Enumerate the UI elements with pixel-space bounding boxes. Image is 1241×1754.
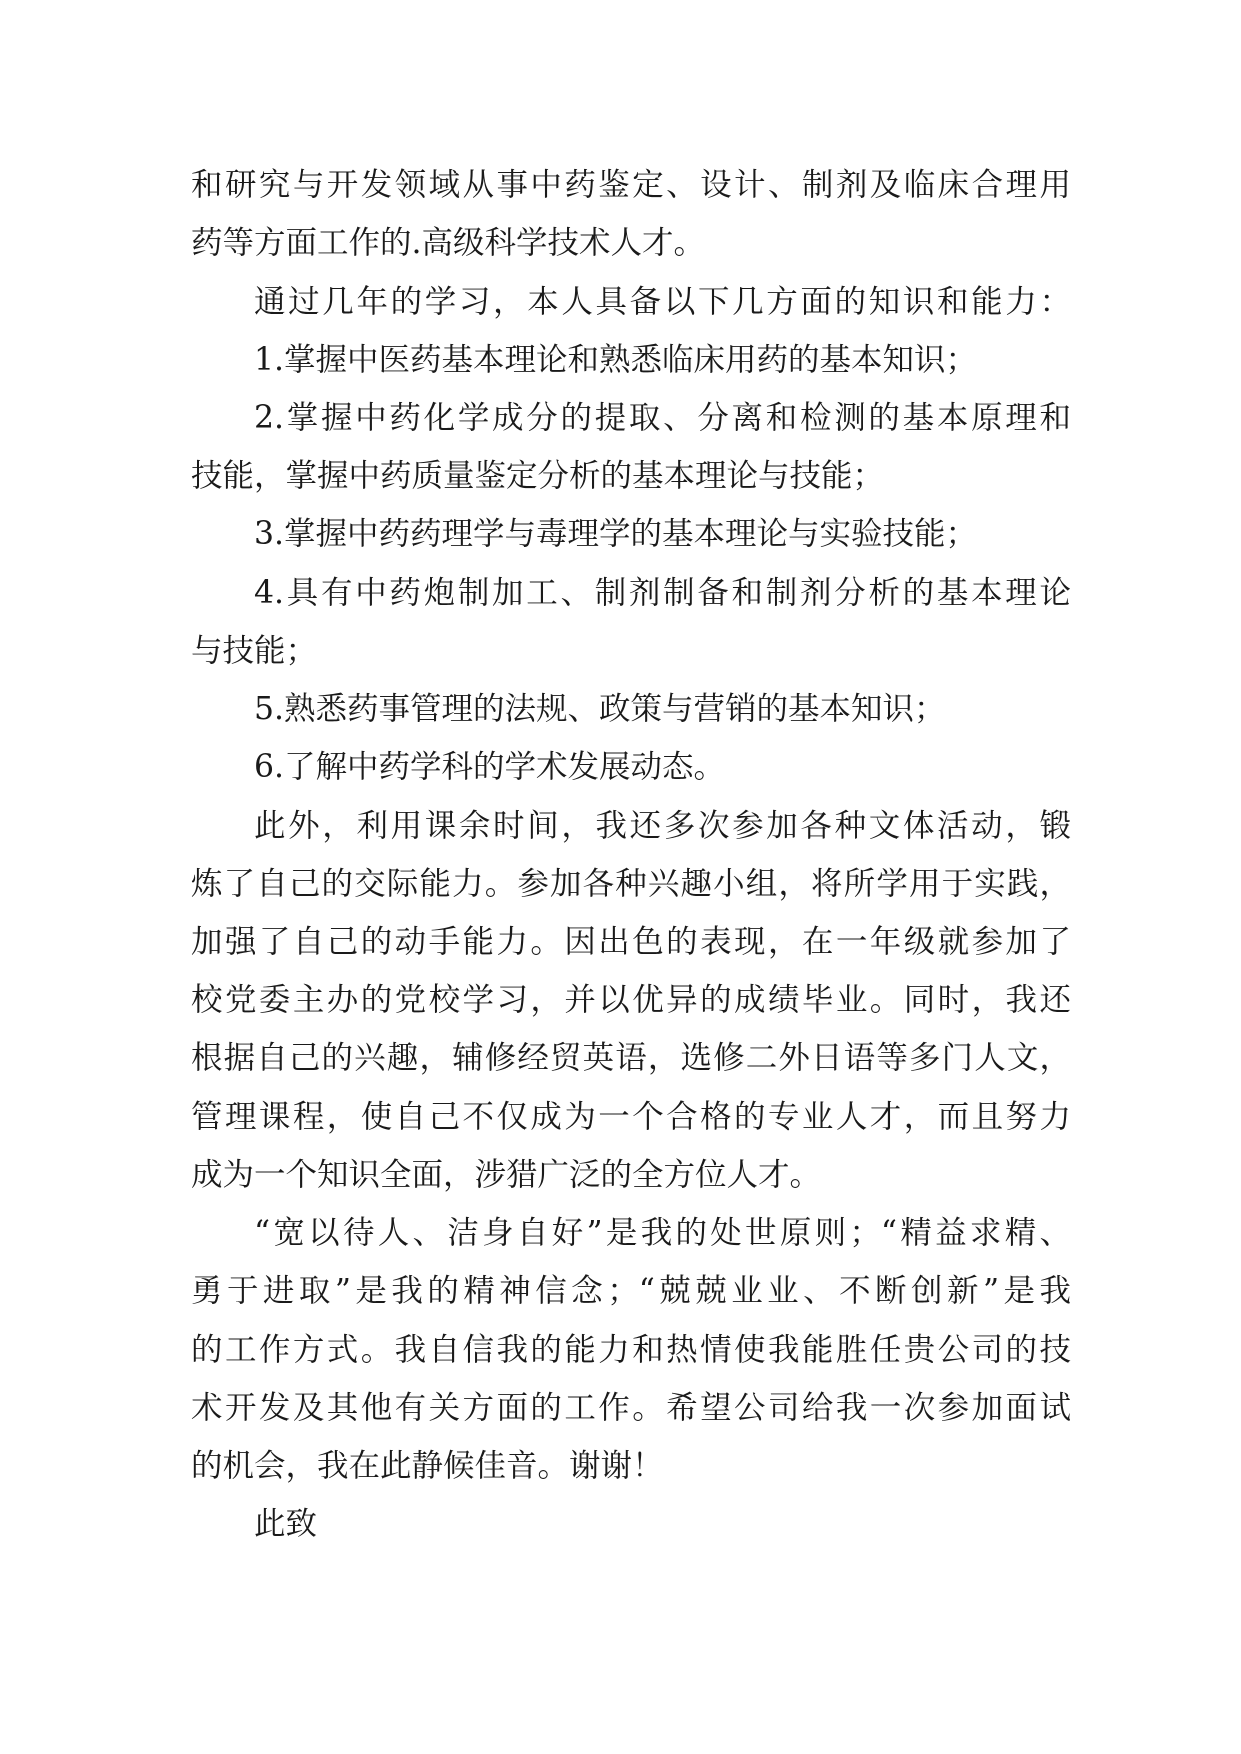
paragraph-line: 成为一个知识全面，涉猎广泛的全方位人才。 [191, 1157, 822, 1193]
paragraph-line: 根据自己的兴趣，辅修经贸英语，选修二外日语等多门人文， [191, 1040, 1071, 1076]
paragraph-line: 勇于进取”是我的精神信念；“兢兢业业、不断创新”是我 [191, 1273, 1071, 1309]
list-item-4-continued: 与技能； [191, 633, 318, 669]
closing-salutation: 此致 [254, 1506, 318, 1542]
paragraph-line: 校党委主办的党校学习，并以优异的成绩毕业。同时，我还 [191, 982, 1071, 1018]
paragraph-line: “宽以待人、洁身自好”是我的处世原则；“精益求精、 [254, 1215, 1071, 1251]
paragraph-line: 药等方面工作的.高级科学技术人才。 [191, 225, 706, 261]
paragraph-line: 通过几年的学习，本人具备以下几方面的知识和能力： [254, 284, 1071, 320]
paragraph-line: 的工作方式。我自信我的能力和热情使我能胜任贵公司的技 [191, 1332, 1071, 1368]
paragraph-line: 术开发及其他有关方面的工作。希望公司给我一次参加面试 [191, 1390, 1071, 1426]
paragraph-line: 和研究与开发领域从事中药鉴定、设计、制剂及临床合理用 [191, 167, 1071, 203]
paragraph-line: 的机会，我在此静候佳音。谢谢！ [191, 1448, 664, 1484]
list-item-3: 3.掌握中药药理学与毒理学的基本理论与实验技能； [254, 516, 978, 552]
paragraph-line: 加强了自己的动手能力。因出色的表现，在一年级就参加了 [191, 924, 1071, 960]
list-item-6: 6.了解中药学科的学术发展动态。 [254, 749, 726, 785]
list-item-5: 5.熟悉药事管理的法规、政策与营销的基本知识； [254, 691, 946, 727]
paragraph-line: 管理课程，使自己不仅成为一个合格的专业人才，而且努力 [191, 1099, 1071, 1135]
list-item-1: 1.掌握中医药基本理论和熟悉临床用药的基本知识； [254, 342, 978, 378]
paragraph-line: 此外，利用课余时间，我还多次参加各种文体活动，锻 [254, 808, 1071, 844]
list-item-2: 2.掌握中药化学成分的提取、分离和检测的基本原理和 [254, 400, 1071, 436]
list-item-2-continued: 技能，掌握中药质量鉴定分析的基本理论与技能； [191, 458, 885, 494]
paragraph-line: 炼了自己的交际能力。参加各种兴趣小组，将所学用于实践， [191, 866, 1071, 902]
list-item-4: 4.具有中药炮制加工、制剂制备和制剂分析的基本理论 [254, 575, 1071, 611]
